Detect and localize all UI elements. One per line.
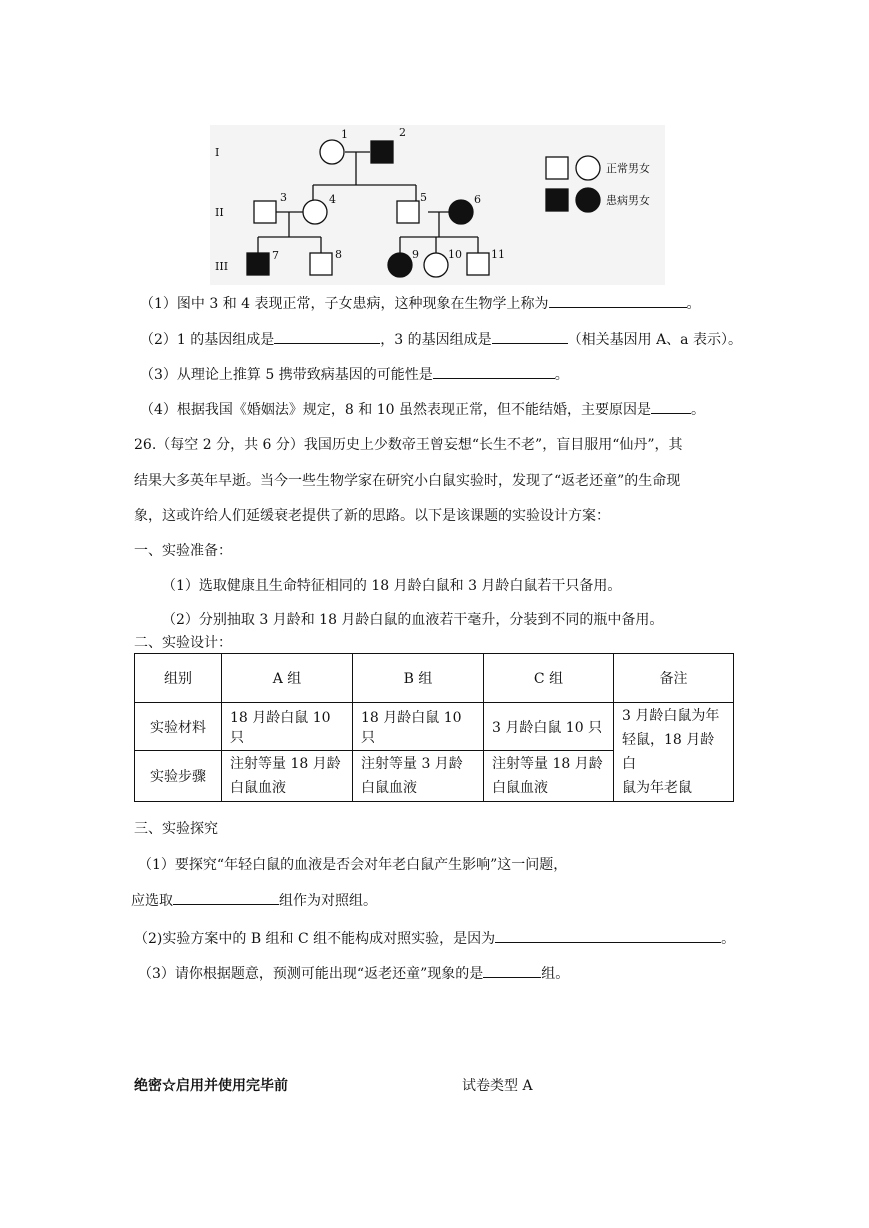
individual-3-normal-male: [254, 201, 276, 223]
cell-c-material: 3 月龄白鼠 10 只: [484, 703, 614, 751]
q25-p4-end: 。: [690, 402, 705, 418]
answer-blank-q25-2a[interactable]: [274, 329, 380, 344]
explore-1-line1: （1）要探究“年轻白鼠的血液是否会对年老白鼠产生影响”这一问题，: [138, 857, 568, 873]
legend-normal-male: [546, 157, 568, 179]
individual-2-affected-male: [371, 141, 393, 163]
individual-5-normal-male: [397, 201, 419, 223]
table-header-row: [135, 654, 734, 703]
id-label-11: 11: [491, 248, 505, 261]
q26-intro-line3: 象，这或许给人们延缓衰老提供了新的思路。以下是该课题的实验设计方案：: [134, 508, 610, 524]
explore-1-pre: 应选取: [131, 893, 173, 909]
id-label-9: 9: [412, 248, 419, 261]
cell-b-procedure: [353, 751, 484, 802]
answer-blank-q25-3[interactable]: [433, 364, 555, 379]
id-label-10: 10: [448, 248, 462, 261]
gen-label-3: III: [215, 260, 229, 273]
individual-1-normal-female: [320, 140, 344, 164]
header-cell-group: 组别: [135, 654, 222, 703]
explore-2-post: 。: [721, 931, 736, 947]
individual-11-normal-male: [467, 253, 489, 275]
cell-a-material: 18 月龄白鼠 10 只: [222, 703, 353, 751]
note-line: 鼠为年老鼠: [622, 780, 692, 796]
q25-part4: [140, 399, 705, 419]
table-row: [135, 703, 734, 751]
procedure-line: 注射等量 18 月龄: [492, 756, 603, 772]
individual-10-normal-female: [424, 253, 448, 277]
note-line: 3 月龄白鼠为年: [622, 708, 720, 724]
q25-p1-text: （1）图中 3 和 4 表现正常，子女患病，这种现象在生物学上称为: [140, 296, 549, 312]
q25-p2-end: （相关基因用 A、a 表示）。: [567, 332, 742, 348]
cell-b-material: 18 月龄白鼠 10 只: [353, 703, 484, 751]
note-line: 轻鼠，18 月龄白: [622, 732, 715, 772]
row-label-material: 实验材料: [135, 703, 222, 751]
explore-3-post: 组。: [541, 966, 570, 982]
q26-intro-line2: 结果大多英年早逝。当今一些生物学家在研究小白鼠实验时，发现了“返老还童”的生命现: [134, 473, 681, 489]
answer-blank-q26-3[interactable]: [483, 963, 541, 978]
gen-label-2: II: [215, 206, 224, 219]
cell-a-procedure: [222, 751, 353, 802]
pedigree-chart: [210, 125, 665, 285]
gen-label-1: I: [215, 146, 220, 159]
header-cell-note: 备注: [614, 654, 734, 703]
header-cell-a: A 组: [222, 654, 353, 703]
legend-affected-label: 患病男女: [606, 194, 650, 207]
explore-1-line2: [131, 890, 377, 910]
procedure-line: 白鼠血液: [492, 780, 548, 796]
id-label-5: 5: [420, 191, 427, 204]
explore-2: [134, 928, 735, 948]
prep-step-2: （2）分别抽取 3 月龄和 18 月龄白鼠的血液若干毫升，分装到不同的瓶中备用。: [162, 612, 664, 628]
answer-blank-q26-1[interactable]: [173, 890, 279, 905]
experiment-table: [134, 653, 734, 802]
individual-8-normal-male: [310, 253, 332, 275]
secret-label: 绝密☆启用并使用完毕前: [134, 1078, 288, 1094]
answer-blank-q26-2[interactable]: [495, 928, 721, 943]
explore-2-pre: （2)实验方案中的 B 组和 C 组不能构成对照实验，是因为: [134, 931, 496, 947]
individual-6-affected-female: [449, 200, 473, 224]
row-label-procedure: 实验步骤: [135, 751, 222, 802]
id-label-4: 4: [329, 193, 336, 206]
procedure-line: 白鼠血液: [361, 780, 417, 796]
header-cell-c: C 组: [484, 654, 614, 703]
legend-affected-male: [546, 189, 568, 211]
procedure-line: 注射等量 3 月龄: [361, 756, 463, 772]
section-heading-3: 三、实验探究: [134, 821, 218, 837]
individual-7-affected-male: [247, 253, 269, 275]
q25-part1: [140, 293, 701, 313]
prep-step-1: （1）选取健康且生命特征相同的 18 月龄白鼠和 3 月龄白鼠若干只备用。: [162, 578, 622, 594]
id-label-8: 8: [335, 248, 342, 261]
procedure-line: 注射等量 18 月龄: [230, 756, 341, 772]
section-heading-2: 二、实验设计：: [134, 635, 232, 651]
explore-3-pre: （3）请你根据题意，预测可能出现“返老还童”现象的是: [138, 966, 484, 982]
id-label-6: 6: [474, 193, 481, 206]
cell-note: [614, 703, 734, 802]
q25-part3: [140, 364, 569, 384]
explore-1-post: 组作为对照组。: [279, 893, 377, 909]
cell-c-procedure: [484, 751, 614, 802]
q26-intro-line1: 26.（每空 2 分，共 6 分）我国历史上少数帝王曾妄想“长生不老”，盲目服用“仙丹”，其: [134, 437, 683, 453]
individual-4-normal-female: [303, 200, 327, 224]
answer-blank-q25-1[interactable]: [549, 293, 687, 308]
individual-9-affected-female: [388, 253, 412, 277]
header-cell-b: B 组: [353, 654, 484, 703]
id-label-2: 2: [399, 126, 406, 139]
procedure-line: 白鼠血液: [230, 780, 286, 796]
q25-p4-text: （4）根据我国《婚姻法》规定，8 和 10 虽然表现正常，但不能结婚，主要原因是: [140, 402, 651, 418]
id-label-3: 3: [280, 191, 287, 204]
id-label-7: 7: [272, 249, 279, 262]
answer-blank-q25-2b[interactable]: [492, 329, 568, 344]
q25-p2-text: （2）1 的基因组成是: [140, 332, 275, 348]
paper-type-label: 试卷类型 A: [462, 1078, 533, 1094]
legend-affected-female: [576, 188, 600, 212]
q25-p3-end: 。: [554, 367, 569, 383]
explore-3: [138, 963, 569, 983]
section-heading-1: 一、实验准备：: [134, 543, 232, 559]
q25-p1-end: 。: [686, 296, 701, 312]
q25-part2: [140, 329, 742, 349]
q25-p2-mid: ，3 的基因组成是: [380, 332, 492, 348]
answer-blank-q25-4[interactable]: [651, 399, 691, 414]
legend-normal-label: 正常男女: [606, 162, 650, 175]
q25-p3-text: （3）从理论上推算 5 携带致病基因的可能性是: [140, 367, 433, 383]
id-label-1: 1: [341, 128, 348, 141]
legend-normal-female: [576, 156, 600, 180]
